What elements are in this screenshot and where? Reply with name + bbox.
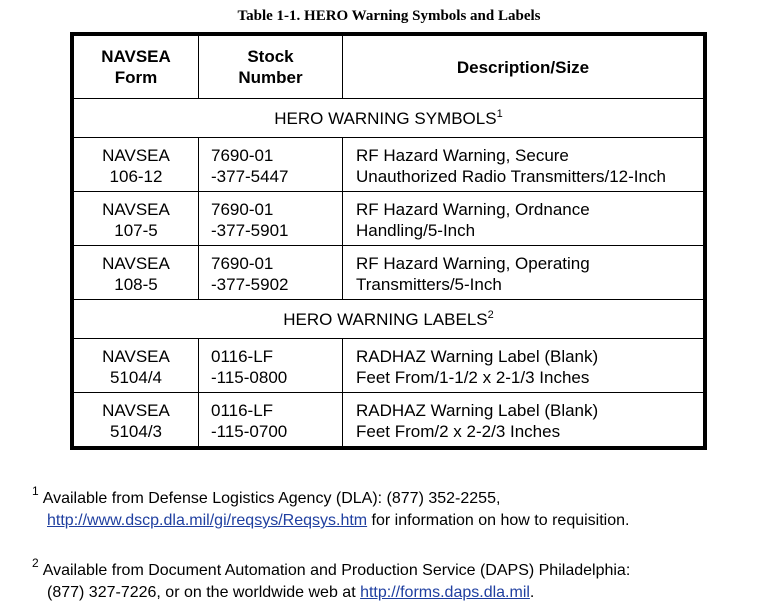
footnote-line2 [32,510,629,532]
description-cell [343,192,706,246]
footnote-2 [32,556,631,604]
form-line: NAVSEA [102,347,170,366]
stock-cell [199,393,343,449]
form-line: 106-12 [109,167,163,186]
description-line: Transmitters/5-Inch [356,275,502,294]
footnote-text: Available from Document Automation and Production Service (DAPS) Philadelphia: [42,562,631,579]
section-row-labels [72,300,705,339]
footnote-1 [32,484,630,532]
stock-line: 7690-01 [211,146,274,165]
form-line: 5104/4 [110,368,162,387]
section-row-symbols [72,99,705,138]
form-line: NAVSEA [102,200,170,219]
stock-line: -115-0800 [211,368,288,387]
description-line: RADHAZ Warning Label (Blank) [356,401,599,420]
footnote-mark: 2 [32,556,39,570]
description-line: RF Hazard Warning, Ordnance [356,200,590,219]
form-line: 107-5 [114,221,158,240]
table-row [72,393,705,449]
footnote-text: (877) 327-7226, or on the worldwide web at [47,584,361,601]
header-form-line1: NAVSEA [101,47,171,66]
header-navsea-form [72,34,199,99]
description-cell [343,339,706,393]
stock-line: -115-0700 [211,422,288,441]
description-line: RADHAZ Warning Label (Blank) [356,347,599,366]
table-row [72,339,705,393]
stock-cell [199,339,343,393]
footnote-mark: 1 [32,484,39,498]
table-row [72,138,705,192]
stock-cell [199,138,343,192]
stock-line: 7690-01 [211,254,274,273]
table-title: Table 1-1. HERO Warning Symbols and Labels [237,8,541,24]
stock-line: -377-5902 [211,275,289,294]
stock-line: -377-5901 [211,221,289,240]
description-cell [343,393,706,449]
stock-line: 0116-LF [211,347,274,366]
header-stock-line2: Number [238,68,303,87]
form-line: 5104/3 [110,422,162,441]
table-row [72,246,705,300]
description-cell [343,246,706,300]
description-line: RF Hazard Warning, Operating [356,254,590,273]
header-stock-number [199,34,343,99]
form-line: NAVSEA [102,401,170,420]
stock-line: -377-5447 [211,167,289,186]
form-line: 108-5 [114,275,158,294]
form-cell [72,138,199,192]
stock-cell [199,192,343,246]
description-cell [343,138,706,192]
table-header-row [72,34,705,99]
form-cell [72,192,199,246]
dscp-reqsys-link[interactable]: http://www.dscp.dla.mil/gi/reqsys/Reqsys.htm [47,512,368,529]
footnote-text: Available from Defense Logistics Agency (DLA): (877) 352-2255, [42,490,501,507]
form-line: NAVSEA [102,146,170,165]
section-label-text: HERO WARNING LABELS [283,309,488,329]
description-line: RF Hazard Warning, Secure [356,146,569,165]
stock-cell [199,246,343,300]
footnote-line2 [32,582,630,604]
form-line: NAVSEA [102,254,170,273]
form-cell [72,339,199,393]
footnote-text: for information on how to requisition. [367,512,630,529]
section-label-text: HERO WARNING SYMBOLS [274,108,497,128]
hero-warning-table [70,32,707,450]
header-form-line2: Form [114,68,158,87]
stock-line: 0116-LF [211,401,274,420]
section-label [72,99,705,138]
table-row [72,192,705,246]
header-stock-line1: Stock [247,47,294,66]
stock-line: 7690-01 [211,200,274,219]
description-line: Handling/5-Inch [356,221,476,240]
description-line: Unauthorized Radio Transmitters/12-Inch [356,167,666,186]
header-description-size: Description/Size [343,34,706,99]
footnote-ref: 2 [487,308,494,321]
daps-forms-link[interactable]: http://forms.daps.dla.mil [360,584,530,601]
description-line: Feet From/2 x 2-2/3 Inches [356,422,561,441]
footnote-text: . [529,584,535,601]
description-line: Feet From/1-1/2 x 2-1/3 Inches [356,368,590,387]
footnote-ref: 1 [496,107,503,120]
section-label [72,300,705,339]
form-cell [72,246,199,300]
form-cell [72,393,199,449]
